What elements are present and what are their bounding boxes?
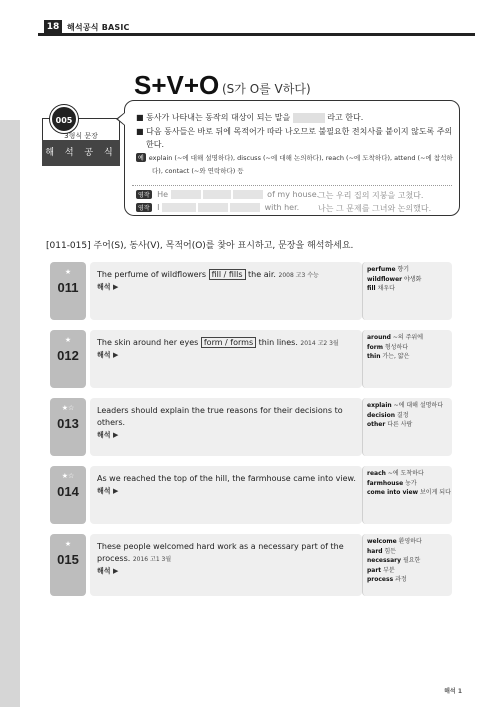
header-rule: [38, 33, 475, 36]
item-number: 012: [57, 348, 79, 363]
badge-label: 3형식 문장: [42, 118, 120, 140]
translation-prompt: 해석 ▶: [97, 567, 119, 575]
rule-2: ■ 다음 동사들은 바로 뒤에 목적어가 따라 나오므로 불필요한 전치사를 붙이지 않도록 주의: [136, 127, 453, 136]
sentence-area[interactable]: [90, 534, 362, 596]
vocab-item: welcome 환영하다: [367, 538, 422, 545]
vocab-item: part 부분: [367, 566, 395, 574]
vocab-box: [362, 534, 452, 596]
composition-1: 영작 He of my house.: [138, 190, 320, 199]
vocab-box: [362, 262, 452, 320]
badge-code: 005: [50, 105, 78, 133]
vocab-item: come into view 보이게 되다: [367, 489, 451, 497]
sentence: The perfume of wildflowers fill / fills the air. 2008 고3 수능 해석 ▶: [97, 270, 319, 291]
rule-1: ■ 동사가 나타내는 동작의 대상이 되는 말을 라고 한다.: [136, 113, 364, 122]
sentence: As we reached the top of the hill, the farmhouse came into view. 해석 ▶: [97, 474, 356, 495]
answer-blank: [198, 203, 228, 212]
answer-blank: [233, 190, 263, 199]
translation-prompt: 해석 ▶: [97, 351, 119, 359]
source: 2016 고1 3월: [132, 556, 172, 563]
sentence: These people welcomed hard work as a necessary part of the process. 2016 고1 3월 해석 ▶: [97, 542, 344, 575]
item-label: [50, 534, 86, 596]
vocab-item: other 다른 사람: [367, 421, 413, 429]
vocab-item: wildflower 야생화: [367, 275, 422, 283]
page-number: 18: [44, 20, 62, 35]
source: 2008 고3 수능: [278, 272, 319, 279]
rule-example-2: 다), contact (~와 연락하다) 등: [152, 167, 244, 175]
item-label: [50, 398, 86, 456]
vocab-item: around ~의 주위에: [367, 334, 424, 341]
vocab-box: [362, 398, 452, 456]
vocab-item: explain ~에 대해 설명하다: [367, 402, 444, 409]
vocab-item: fill 채우다: [367, 285, 395, 293]
vocab-item: reach ~에 도착하다: [367, 470, 424, 477]
answer-blank: [293, 113, 325, 123]
sentence: Leaders should explain the true reasons for their decisions to others. 해석 ▶: [97, 406, 343, 439]
page-title: S+V+O: [134, 70, 220, 100]
rule-example-1: 예 explain (~에 대해 설명하다), discuss (~에 대해 논의하다), reach (~에 도착하다), attend (~에 참석하: [138, 154, 453, 162]
exercise-011: [50, 262, 452, 320]
difficulty-stars: ★☆: [61, 472, 75, 480]
vocab-item: perfume 향기: [367, 266, 410, 273]
source: 2014 고2 3월: [300, 340, 339, 347]
vocab-box: [362, 330, 452, 388]
exercise-014: [50, 466, 452, 524]
composition-1-korean: 그는 우리 집의 지붕을 고쳤다.: [318, 191, 424, 200]
translation-prompt: 해석 ▶: [97, 487, 119, 495]
composition-2-korean: 나는 그 문제를 그녀와 논의했다.: [318, 204, 432, 213]
translation-prompt: 해석 ▶: [97, 431, 119, 439]
vocab-item: thin 가는, 얇은: [367, 353, 410, 361]
item-number: 015: [57, 552, 79, 567]
footer-label: 해석 1: [444, 688, 462, 695]
example-tag: 예: [138, 155, 144, 162]
vocab-item: form 형성하다: [367, 343, 409, 351]
rule-2-cont: 한다.: [146, 140, 164, 149]
verb-choice[interactable]: fill / fills: [209, 269, 246, 280]
exercise-012: [50, 330, 452, 388]
vocab-item: decision 결정: [367, 411, 409, 419]
difficulty-stars: ★☆: [61, 404, 75, 412]
page-subtitle: (S가 O를 V하다): [222, 82, 311, 96]
item-label: [50, 262, 86, 320]
vocab-item: necessary 필요한: [367, 557, 421, 565]
sentence: The skin around her eyes form / forms thin lines. 2014 고2 3월 해석 ▶: [97, 338, 339, 359]
instruction: [011-015] 주어(S), 동사(V), 목적어(O)를 찾아 표시하고, 문장을 해석하세요.: [46, 241, 354, 251]
sentence-area[interactable]: [90, 466, 362, 524]
answer-blank: [171, 190, 201, 199]
item-label: [50, 330, 86, 388]
item-number: 011: [57, 280, 79, 295]
exercise-015: [50, 534, 452, 596]
vocab-item: hard 힘든: [367, 547, 397, 555]
answer-blank: [203, 190, 231, 199]
series-title: 해석공식 BASIC: [67, 23, 130, 32]
rules-divider: [132, 185, 452, 186]
composition-2: 영작 I with her.: [138, 203, 300, 212]
sentence-area[interactable]: [90, 398, 362, 456]
margin-strip: [0, 120, 20, 707]
verb-choice[interactable]: form / forms: [201, 337, 256, 348]
sentence-area[interactable]: [90, 262, 362, 320]
difficulty-stars: ★: [64, 540, 72, 548]
difficulty-stars: ★: [64, 336, 72, 344]
difficulty-stars: ★: [64, 268, 72, 276]
item-number: 013: [57, 416, 79, 431]
sentence-area[interactable]: [90, 330, 362, 388]
translation-prompt: 해석 ▶: [97, 283, 119, 291]
answer-blank: [162, 203, 196, 212]
vocab-box: [362, 466, 452, 524]
item-number: 014: [57, 484, 79, 499]
vocab-item: farmhouse 농가: [367, 479, 417, 487]
item-label: [50, 466, 86, 524]
exercise-013: [50, 398, 452, 456]
badge-category: 해 석 공 식: [42, 140, 120, 166]
vocab-item: process 과정: [367, 576, 407, 584]
answer-blank: [230, 203, 260, 212]
